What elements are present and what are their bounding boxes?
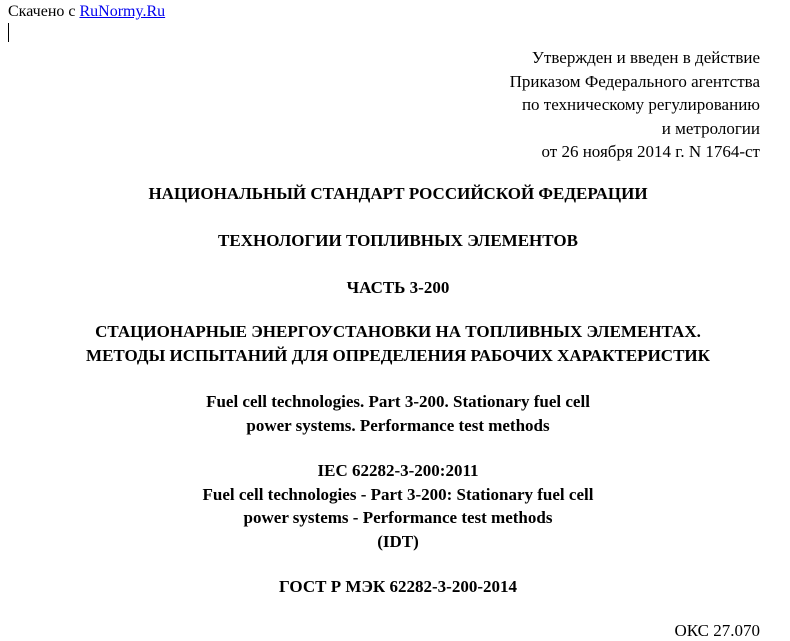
iec-number: IEC 62282-3-200:2011	[317, 461, 479, 480]
text-cursor	[8, 23, 9, 42]
title-english-line: Fuel cell technologies. Part 3-200. Stationary fuel cell	[206, 392, 590, 411]
part-number: ЧАСТЬ 3-200	[346, 278, 450, 297]
title-russian-line: СТАЦИОНАРНЫЕ ЭНЕРГОУСТАНОВКИ НА ТОПЛИВНЫХ ЭЛЕМЕНТАХ.	[95, 322, 701, 341]
title-english-line: power systems. Performance test methods	[246, 415, 550, 435]
gost-number: ГОСТ Р МЭК 62282-3-200-2014	[279, 577, 517, 596]
national-standard-heading: НАЦИОНАЛЬНЫЙ СТАНДАРТ РОССИЙСКОЙ ФЕДЕРАЦИИ	[148, 184, 648, 203]
iec-title-line: Fuel cell technologies - Part 3-200: Stationary fuel cell	[202, 484, 594, 504]
title-russian	[0, 320, 790, 367]
title-russian-line: МЕТОДЫ ИСПЫТАНИЙ ДЛЯ ОПРЕДЕЛЕНИЯ РАБОЧИХ ХАРАКТЕРИСТИК	[86, 345, 710, 365]
approval-line: по техническому регулированию	[521, 95, 760, 114]
series-title: ТЕХНОЛОГИИ ТОПЛИВНЫХ ЭЛЕМЕНТОВ	[218, 231, 578, 250]
runormy-link[interactable]: RuNormy.Ru	[79, 3, 166, 20]
title-english	[0, 390, 790, 437]
approval-line: Утвержден и введен в действие	[531, 48, 760, 67]
approval-line: и метрологии	[661, 118, 760, 138]
source-line	[8, 2, 165, 21]
approval-line: от 26 ноября 2014 г. N 1764-ст	[541, 142, 760, 161]
iec-equivalence: (IDT)	[377, 531, 419, 551]
iec-reference	[0, 459, 790, 553]
approval-block	[510, 46, 760, 164]
iec-title-line: power systems - Performance test methods	[243, 508, 553, 527]
approval-line: Приказом Федерального агентства	[509, 71, 760, 91]
source-prefix: Скачено с	[8, 3, 80, 20]
okc-code: ОКС 27.070	[674, 621, 760, 640]
